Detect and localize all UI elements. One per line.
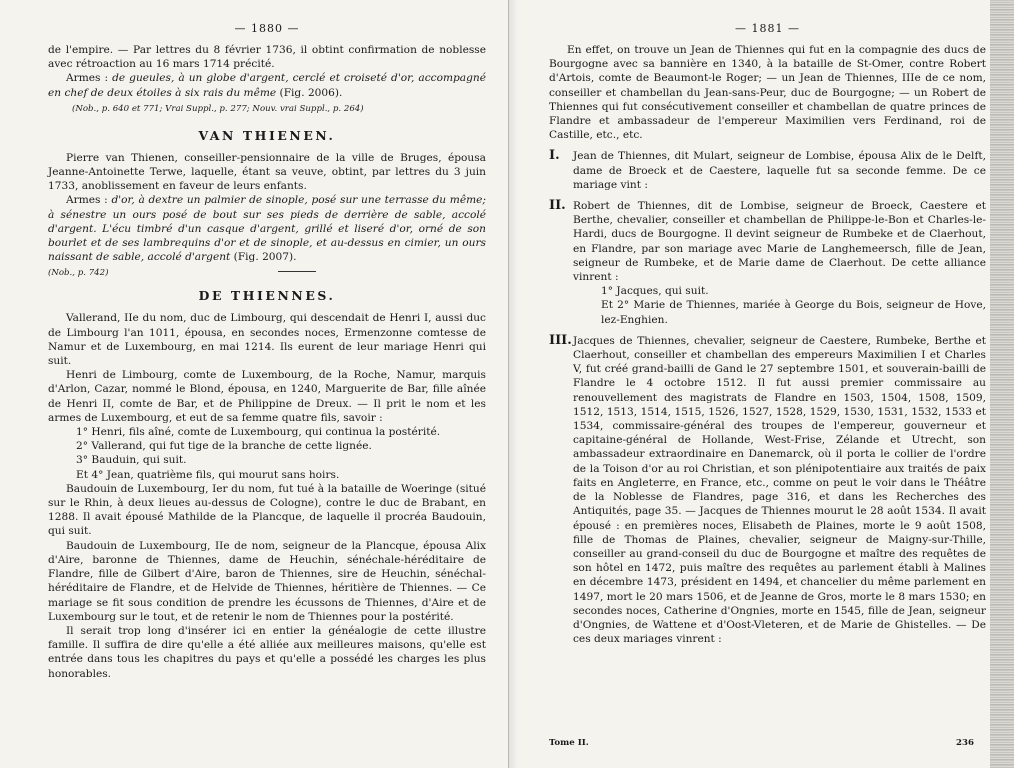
list-item: Et 4° Jean, quatrième fils, qui mourut sans hoirs. [76, 468, 340, 481]
genealogy-entry [549, 149, 986, 192]
gutter-shadow [508, 0, 518, 768]
list-item: 2° Vallerand, qui fut tige de la branche de cette lignée. [76, 440, 372, 453]
page-number-right: — 1881 — [735, 22, 800, 35]
list-item: 1° Henri, fils aîné, comte de Luxembourg, qui continua la postérité. [76, 426, 441, 439]
list-item: 1° Jacques, qui suit. [601, 285, 709, 298]
divider [278, 271, 316, 272]
arms-text: de gueules, à un globe d'argent, cerclé et croiseté d'or, accompagné en chef de deux étoiles à six rais du même [48, 72, 486, 99]
arms-paragraph [48, 193, 486, 264]
paragraph: Il serait trop long d'insérer ici en entier la généalogie de cette illustre famille. Il suffira de dire qu'elle a été alliée aux meilleures maisons, qu'elle est entrée dans tous les chapitres du pays et qu'elle a possédé les charges les plus honorables. [48, 624, 486, 680]
scan-edge [990, 0, 1014, 768]
page-number-left: — 1880 — [234, 22, 300, 35]
paragraph: Baudouin de Luxembourg, IIe de nom, seigneur de la Plancque, épousa Alix d'Aire, baronne de Thiennes, dame de Heuchin, sénéchale-héréditaire de Flandre, fille de Gilbert d'Aire, baron de Thiennes, sire de Heuchin, sénéchal-héréditaire de Flandre, et de Helvide de Thiennes, héritière de Thiennes. — Ce mariage se fit sous condition de prendre les écussons de Thiennes, d'Aire et de Luxembourg sur le tout, et de retenir le nom de Thiennes pour la postérité. [48, 539, 486, 623]
citation: (Nob., p. 742) [48, 268, 109, 279]
arms-label: Armes : [66, 72, 109, 85]
arms-paragraph [48, 71, 486, 99]
arms-label: Armes : [66, 194, 108, 207]
page-footer [549, 738, 974, 748]
paragraph: Vallerand, IIe du nom, duc de Limbourg, qui descendait de Henri I, aussi duc de Limbourg l'an 1011, épousa, en secondes noces, Ermenzonne comtesse de Namur et de Luxembourg, en mai 1214. Ils eurent de leur mariage Henri qui suit. [48, 312, 486, 368]
arms-text: d'or, à dextre un palmier de sinople, posé sur une terrasse du même; à sénestre un ours posé de bout sur ses pieds de derrière de sable, accolé d'argent. L'écu timbré d'un casque d'argent, grillé et liseré d'or, orné de son bourlet et de ses lambrequins d'or et de sinople, et au-dessus en cimier, un ours naissant de sable, accolé d'argent [48, 194, 486, 264]
entry-text: Jacques de Thiennes, chevalier, seigneur de Caestere, Rumbeke, Berthe et Claerhout, conseiller et chambellan des empereurs Maximilien I et Charles V, fut créé grand-bailli de Gand le 27 septembre 1501, et souverain-bailli de Flandre le 4 octobre 1512. Il fut aussi premier commissaire au renouvellement des magistrats de Flandre en 1503, 1504, 1508, 1509, 1512, 1513, 1514, 1515, 1526, 1527, 1528, 1529, 1530, 1531, 1532, 1533 et 1534, commissaire-général des troupes de l'empereur, gouverneur et capitaine-général de Hollande, West-Frise, Zélande et Utrecht, son ambassadeur extraordinaire en Danemarck, où il porta le collier de l'ordre de la Toison d'or au roi Christian, et son plénipotentiaire aux traités de paix faits en Angleterre, en France, etc., comme on peut le voir dans le Théâtre de la Noblesse de Flandres, page 316, et dans les Recherches des Antiquités, page 35. — Jacques de Thiennes mourut le 28 août 1534. Il avait épousé : en premières noces, Elisabeth de Plaines, morte le 9 août 1508, fille de Thomas de Plaines, chevalier, seigneur de Maigny-sur-Thille, conseiller au grand-conseil du duc de Bourgogne et maître des requêtes de son hôtel en 1472, puis maître des requêtes au parlement établi à Malines en décembre 1473, président en 1494, et chancelier du même parlement en 1497, mort le 20 mars 1506, et de Jeanne de Gros, morte le 8 mars 1530; en secondes noces, Catherine d'Ongnies, morte en 1545, fille de Jean, seigneur d'Ongnies, de Wattene et d'Oost-Vleteren, et de Marie de Ghistelles. — De ces deux mariages vinrent : [573, 334, 986, 646]
citation-row [48, 264, 486, 280]
paragraph: Baudouin de Luxembourg, Ier du nom, fut tué à la bataille de Woeringe (situé sur le Rhin, à deux lieues au-dessus de Cologne), contre le duc de Brabant, en 1288. Il avait épousé Mathilde de la Plancque, de laquelle il procréa Baudouin, qui suit. [48, 482, 486, 538]
citation: (Nob., p. 640 et 771; Vrai Suppl., p. 277; Nouv. vrai Suppl., p. 264) [72, 103, 364, 114]
roman-numeral: III. [549, 332, 572, 348]
paragraph: de l'empire. — Par lettres du 8 février 1736, il obtint confirmation de noblesse avec rétroaction au 16 mars 1714 précité. [48, 44, 486, 71]
volume-label: Tome II. [549, 738, 589, 748]
genealogy-entry [549, 334, 986, 646]
genealogy-entry [549, 199, 986, 327]
paragraph: En effet, on trouve un Jean de Thiennes qui fut en la compagnie des ducs de Bourgogne avec sa bannière en 1340, à la bataille de St-Omer, contre Robert d'Artois, comte de Beaumont-le Roger; — un Jean de Thiennes, IIIe de ce nom, conseiller et chambellan du Jean-sans-Peur, duc de Bourgogne; — un Robert de Thiennes qui fut consécutivement conseiller et chambellan de quatre princes de Flandre et ambassadeur de l'empereur Maximilien vers Ferdinand, roi de Castille, etc., etc. [549, 44, 986, 142]
section-heading: VAN THIENEN. [198, 127, 336, 143]
list-item: Et 2° Marie de Thiennes, mariée à George du Bois, seigneur de Hove, lez-Enghien. [601, 299, 986, 326]
paragraph: Henri de Limbourg, comte de Luxembourg, de la Roche, Namur, marquis d'Arlon, Cazar, nommé le Blond, épousa, en 1240, Marguerite de Bar, fille aînée de Henri II, comte de Bar, et de Philippine de Dreux. — Il prit le nom et les armes de Luxembourg, et eut de sa femme quatre fils, savoir : [48, 369, 486, 424]
entry-text: Robert de Thiennes, dit de Lombise, seigneur de Broeck, Caestere et Berthe, chevalier, conseiller et chambellan de Philippe-le-Bon et Charles-le-Hardi, ducs de Bourgogne. Il devint seigneur de Rumbeke et de Claerhout, en Flandre, par son mariage avec Marie de Langhemeersch, fille de Jean, seigneur de Rumbeke, et de Marie dame de Claerhout. De cette alliance vinrent : [573, 200, 986, 284]
roman-numeral: I. [549, 148, 560, 164]
entry-text: Jean de Thiennes, dit Mulart, seigneur de Lombise, épousa Alix de le Delft, dame de Broeck et de Caestere, laquelle fut sa seconde femme. De ce mariage vint : [573, 150, 986, 191]
roman-numeral: II. [549, 198, 566, 214]
sheet-number: 236 [956, 738, 974, 748]
list-item: 3° Bauduin, qui suit. [76, 454, 187, 467]
figure-ref: (Fig. 2006). [276, 86, 343, 99]
figure-ref: (Fig. 2007). [230, 251, 297, 264]
right-page [508, 0, 1014, 768]
paragraph: Pierre van Thienen, conseiller-pensionnaire de la ville de Bruges, épousa Jeanne-Antoinette Terwe, laquelle, étant sa veuve, obtint, par lettres du 3 juin 1733, anoblissement en faveur de leurs enfants. [48, 151, 486, 193]
section-heading: DE THIENNES. [198, 288, 336, 304]
